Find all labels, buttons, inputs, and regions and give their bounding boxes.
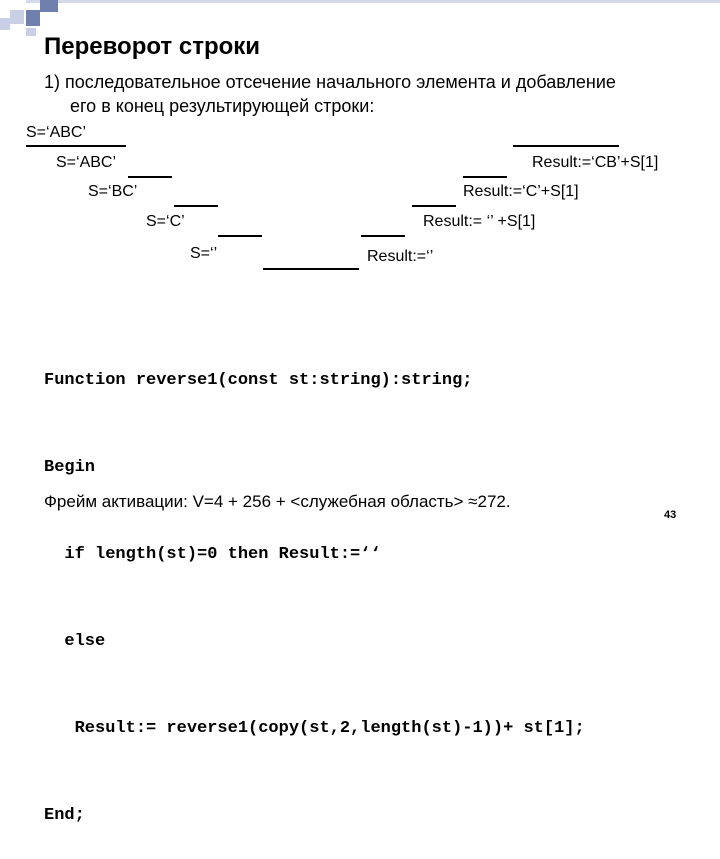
call-level-3-label: S=‘C’ [146, 213, 185, 230]
header-decoration [0, 0, 720, 36]
decor-square [40, 0, 58, 12]
decor-square [10, 10, 24, 24]
subtitle-line-1: 1) последовательное отсечение начального элемента и добавление [44, 72, 616, 92]
call-level-4-label: S=‘’ [190, 245, 218, 262]
call-level-0-underline [26, 145, 126, 147]
return-level-3-label: Result:= ‘’ +S[1] [423, 213, 536, 230]
return-level-1-line [463, 176, 507, 178]
call-level-4-line [263, 268, 359, 270]
code-line: Function reverse1(const st:string):string; [44, 371, 473, 390]
call-level-3-line [218, 235, 262, 237]
call-level-1-label: S=‘ABC’ [56, 154, 117, 171]
slide-title: Переворот строки [44, 33, 261, 60]
call-level-2-line [174, 205, 218, 207]
return-level-2-label: Result:=‘C’+S[1] [463, 183, 579, 200]
code-line: else [44, 632, 106, 651]
return-level-4-label: Result:=‘’ [367, 248, 434, 265]
decor-square [26, 10, 40, 26]
code-listing [44, 308, 585, 859]
decor-square [0, 18, 10, 30]
call-level-2-label: S=‘BC’ [88, 183, 138, 200]
code-line: End; [44, 806, 85, 825]
code-line: if length(st)=0 then Result:=‘‘ [44, 545, 381, 564]
decor-bar [26, 0, 720, 3]
call-level-1-line [128, 176, 172, 178]
return-level-1-label: Result:=‘CB’+S[1] [532, 154, 659, 171]
subtitle-line-2: его в конец результирующей строки: [70, 96, 375, 116]
decor-square [26, 28, 36, 36]
code-line: Begin [44, 458, 96, 477]
code-line: Result:= reverse1(copy(st,2,length(st)-1))+ st[1]; [44, 719, 585, 738]
page-number: 43 [664, 509, 677, 521]
return-level-3-line [361, 235, 405, 237]
return-top-line [513, 145, 619, 147]
activation-frame-text: Фрейм активации: V=4 + 256 + <служебная область> ≈272. [44, 492, 511, 511]
decorative-squares [0, 0, 720, 36]
call-level-0-label: S=‘ABC’ [26, 124, 87, 141]
return-level-2-line [412, 205, 456, 207]
